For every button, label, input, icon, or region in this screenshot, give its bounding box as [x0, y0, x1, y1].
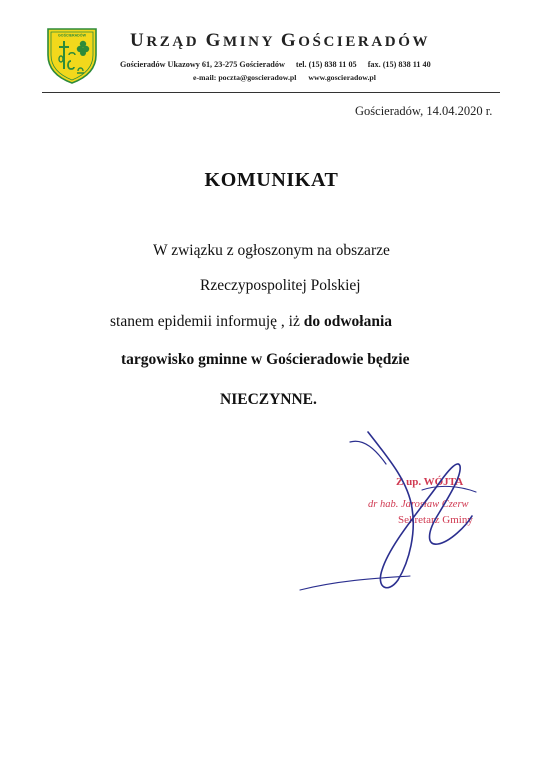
body-line-3-bold: do odwołania	[303, 313, 392, 330]
document-title: KOMUNIKAT	[204, 169, 339, 191]
stamp-line-3: Sekretarz Gminy	[398, 514, 473, 526]
body-line-3-regular: stanem epidemii informuję , iż	[110, 313, 304, 330]
crest-text: GOŚCIERADÓW	[58, 33, 86, 38]
header-divider	[42, 92, 500, 93]
office-name	[130, 30, 430, 52]
handwritten-signature	[290, 420, 500, 600]
contact-line-1	[120, 60, 440, 69]
contact-line-2	[193, 73, 386, 82]
place-and-date: Gościeradów, 14.04.2020 r.	[355, 104, 493, 118]
stamp-line-1: Z up. WÓJTA	[396, 476, 464, 488]
body-line-4: targowisko gminne w Gościeradowie będzie	[121, 351, 410, 368]
body-line-1: W związku z ogłoszonym na obszarze	[153, 242, 390, 259]
email: e-mail: poczta@goscieradow.pl	[193, 73, 297, 82]
body-line-2: Rzeczypospolitej Polskiej	[200, 277, 361, 294]
website: www.goscieradow.pl	[308, 73, 376, 82]
address: Gościeradów Ukazowy 61, 23-275 Gościeradów	[120, 60, 285, 69]
phone: tel. (15) 838 11 05	[295, 60, 357, 69]
stamp-line-2: dr hab. Jarosław Czerw	[368, 499, 469, 510]
fax: fax. (15) 838 11 40	[367, 60, 431, 69]
body-line-3	[110, 313, 392, 331]
letterhead	[0, 0, 543, 100]
body-line-5: NIECZYNNE.	[220, 391, 317, 408]
coat-of-arms-logo	[45, 25, 99, 85]
office-name-text: URZĄD GMINY GOŚCIERADÓW	[130, 30, 431, 51]
